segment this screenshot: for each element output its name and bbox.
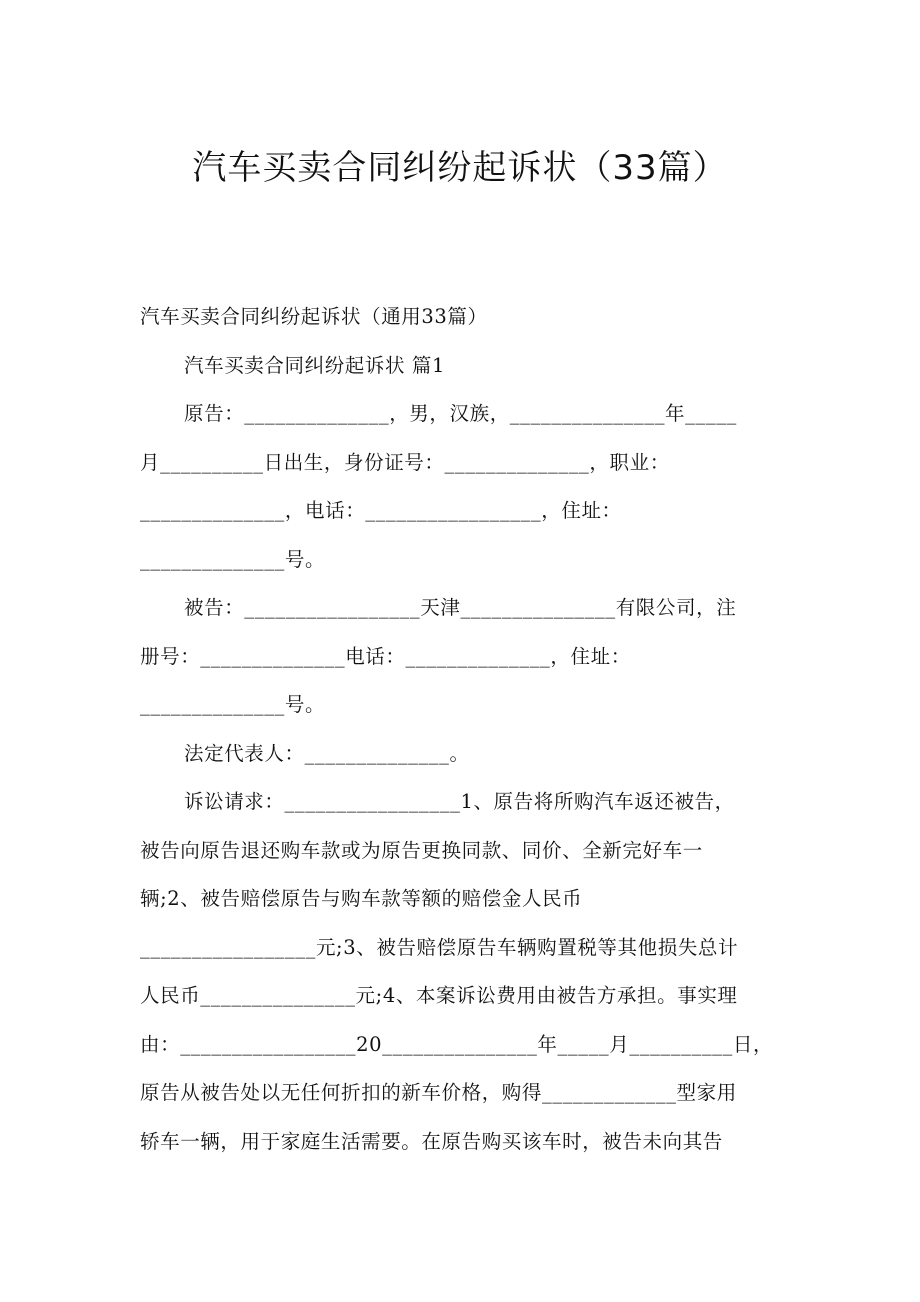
paragraph-line: 辆;2、被告赔偿原告与购车款等额的赔偿金人民币 [140,887,583,910]
paragraph-line: 诉讼请求：_________________1、原告将所购汽车返还被告， [184,790,735,813]
paragraph-line: 被告向原告退还购车款或为原告更换同款、同价、全新完好车一 [140,839,703,862]
document-subtitle: 汽车买卖合同纠纷起诉状（通用33篇） [140,305,488,328]
paragraph-line: 原告：______________，男，汉族，_______________年_____ [184,402,737,425]
paragraph-line: 由：_________________20_______________年_____月__________日， [140,1033,774,1056]
paragraph-line: ______________号。 [140,693,326,716]
paragraph-line: ______________号。 [140,548,326,571]
paragraph-line: _________________元;3、被告赔偿原告车辆购置税等其他损失总计 [140,936,739,959]
paragraph-line: 人民币_______________元;4、本案诉讼费用由被告方承担。事实理 [140,984,738,1007]
document-title: 汽车买卖合同纠纷起诉状（33篇） [192,148,728,188]
paragraph-line: 册号：______________电话：______________，住址： [140,645,631,668]
paragraph-line: 轿车一辆，用于家庭生活需要。在原告购买该车时，被告未向其告 [140,1130,723,1153]
section-heading: 汽车买卖合同纠纷起诉状 篇1 [184,354,446,377]
paragraph-line: 月__________日出生，身份证号：______________，职业： [140,451,670,474]
paragraph-line: 被告：_________________天津_______________有限公司，注 [184,596,737,619]
paragraph-line: 原告从被告处以无任何折扣的新车价格，购得_____________型家用 [140,1081,737,1104]
paragraph-line: 法定代表人：______________。 [184,742,470,765]
paragraph-line: ______________，电话：_________________，住址： [140,499,622,522]
